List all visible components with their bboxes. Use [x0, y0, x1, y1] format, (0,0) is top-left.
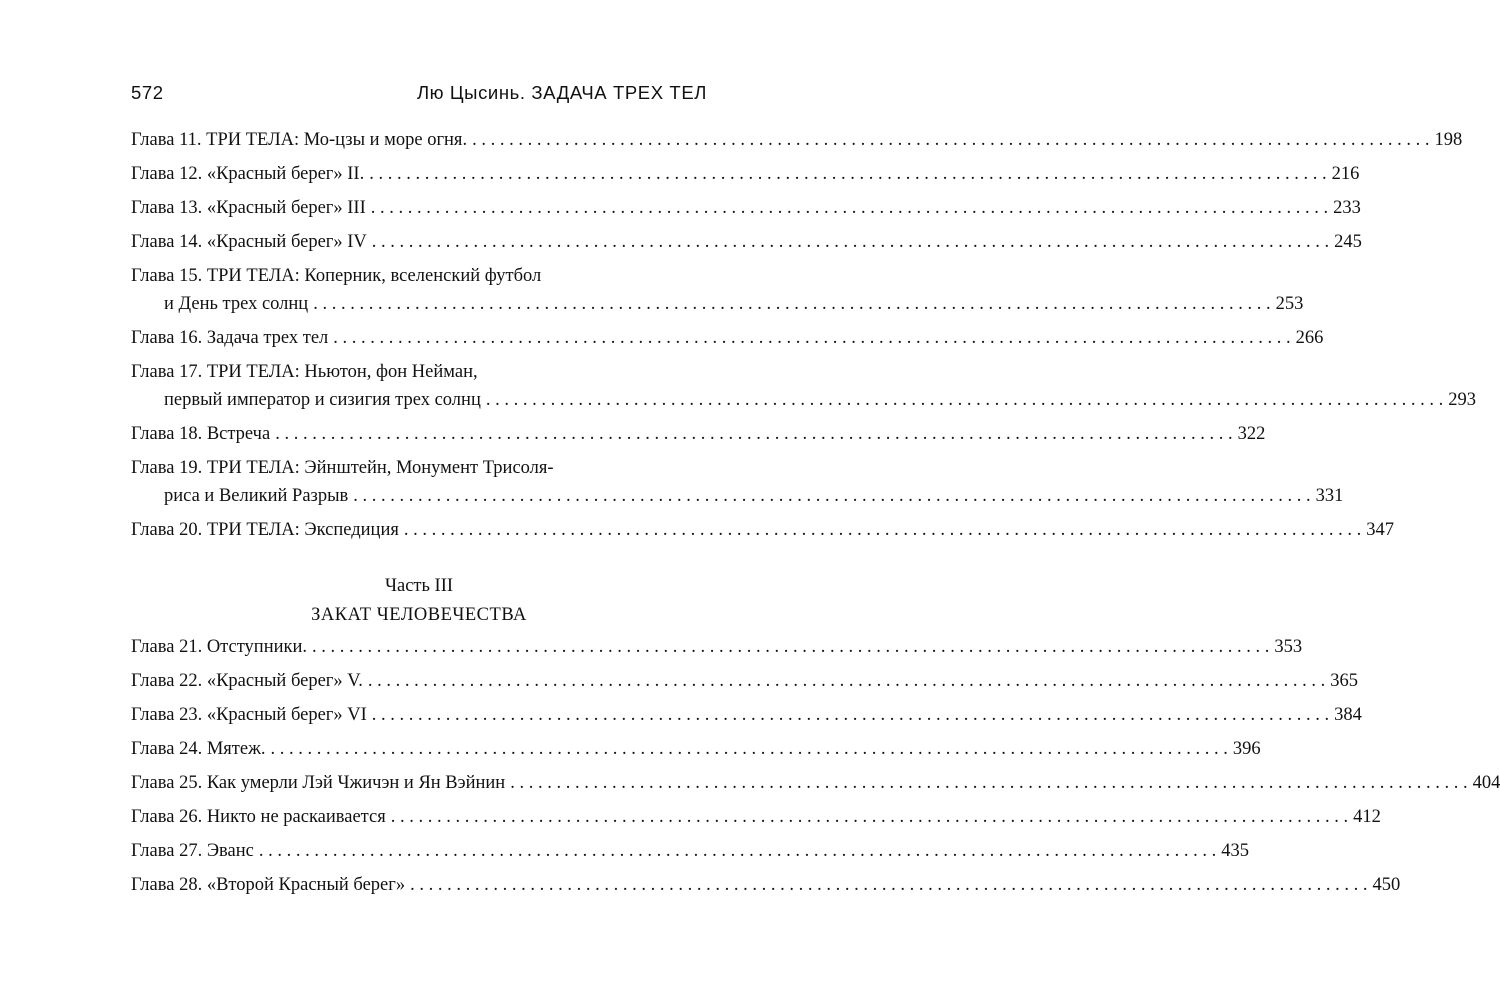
part-title: ЗАКАТ ЧЕЛОВЕЧЕСТВА: [311, 605, 527, 625]
dot-leader: [369, 160, 1326, 188]
dot-leader: [510, 769, 1467, 797]
toc-entry-line: [131, 803, 1381, 831]
toc-page-number: 404: [1472, 773, 1500, 793]
dot-leader: [259, 837, 1216, 865]
toc-entry-line: [131, 194, 1361, 222]
toc-entry-line: [131, 871, 1401, 899]
toc-page-number: 412: [1353, 807, 1381, 827]
dot-leader: [271, 735, 1228, 763]
dot-leader: [486, 386, 1443, 414]
dot-leader: [353, 482, 1310, 510]
toc-entry: [131, 262, 1304, 318]
dot-leader: [368, 667, 1325, 695]
dot-leader: [312, 633, 1269, 661]
toc-entry-line: [131, 837, 1249, 865]
running-header: [131, 82, 707, 104]
dot-leader: [391, 803, 1348, 831]
toc-entry-title: Глава 11. ТРИ ТЕЛА: Мо-цзы и море огня.: [131, 130, 468, 150]
toc-entry-title: Глава 24. Мятеж.: [131, 739, 266, 759]
toc-entry: [131, 516, 1394, 544]
toc-entry: [131, 126, 1463, 154]
toc-page-number: 198: [1434, 130, 1463, 150]
toc-entry-title: Глава 17. ТРИ ТЕЛА: Ньютон, фон Нейман,: [131, 362, 478, 382]
toc-entry-line: [131, 667, 1358, 695]
dot-leader: [372, 228, 1329, 256]
toc-entry-title: Глава 27. Эванс: [131, 841, 254, 861]
toc-entry-title: риса и Великий Разрыв: [164, 486, 349, 506]
toc-page-number: 450: [1372, 875, 1401, 895]
toc-entry-title: Глава 13. «Красный берег» III: [131, 198, 366, 218]
toc-entry-line: [131, 633, 1303, 661]
toc-entry-title: Глава 19. ТРИ ТЕЛА: Эйнштейн, Монумент Трисоля-: [131, 458, 554, 478]
toc-entry: [131, 871, 1401, 899]
dot-leader: [472, 126, 1429, 154]
toc-entry-line: [131, 386, 1476, 414]
toc-page-number: 384: [1334, 705, 1362, 725]
toc-entry: [131, 420, 1266, 448]
toc-page-number: 322: [1237, 424, 1266, 444]
toc-page-number: 435: [1221, 841, 1249, 861]
dot-leader: [404, 516, 1361, 544]
toc-entry-line: [131, 735, 1261, 763]
toc-entry-title: Глава 25. Как умерли Лэй Чжичэн и Ян Вэйнин: [131, 773, 506, 793]
toc-page-number: 293: [1448, 390, 1476, 410]
toc-page-number: 396: [1232, 739, 1261, 759]
toc-entry-line: [131, 516, 1394, 544]
part-label: Часть III: [384, 576, 454, 596]
toc-entry-line: [131, 701, 1362, 729]
toc-entry-title: Глава 16. Задача трех тел: [131, 328, 329, 348]
toc-entry: [131, 701, 1362, 729]
part-heading: [131, 572, 707, 630]
toc-entry: [131, 194, 1361, 222]
toc-part-3: [131, 633, 1500, 905]
dot-leader: [372, 701, 1329, 729]
toc-entry: [131, 667, 1358, 695]
toc-entry: [131, 803, 1381, 831]
toc-entry: [131, 454, 1344, 510]
toc-entry-title: Глава 26. Никто не раскаивается: [131, 807, 386, 827]
toc-entry-line: [131, 324, 1324, 352]
dot-leader: [333, 324, 1290, 352]
toc-entry-title: Глава 20. ТРИ ТЕЛА: Экспедиция: [131, 520, 399, 540]
toc-entry: [131, 160, 1360, 188]
toc-entry-line: [131, 482, 1344, 510]
toc-page-number: 353: [1274, 637, 1303, 657]
toc-entry-title: Глава 21. Отступники.: [131, 637, 308, 657]
toc-part-2-tail: [131, 126, 1476, 550]
dot-leader: [313, 290, 1270, 318]
toc-entry-title: Глава 14. «Красный берег» IV: [131, 232, 367, 252]
toc-page-number: 245: [1334, 232, 1362, 252]
toc-entry-title: Глава 22. «Красный берег» V.: [131, 671, 363, 691]
toc-entry-title: первый император и сизигия трех солнц: [164, 390, 481, 410]
toc-page-number: 331: [1315, 486, 1344, 506]
toc-entry: [131, 358, 1476, 414]
toc-page-number: 365: [1330, 671, 1358, 691]
toc-entry-title: Глава 15. ТРИ ТЕЛА: Коперник, вселенский футбол: [131, 266, 542, 286]
toc-entry-title: Глава 18. Встреча: [131, 424, 271, 444]
toc-entry-line: [131, 126, 1463, 154]
toc-entry-title: Глава 28. «Второй Красный берег»: [131, 875, 406, 895]
toc-page-number: 253: [1275, 294, 1304, 314]
toc-entry-line: [131, 420, 1266, 448]
running-title: Лю Цысинь. ЗАДАЧА ТРЕХ ТЕЛ: [416, 82, 707, 103]
toc-page-number: 233: [1333, 198, 1361, 218]
toc-entry-line: [131, 160, 1360, 188]
toc-entry-line: [131, 769, 1500, 797]
dot-leader: [410, 871, 1367, 899]
toc-entry-title: Глава 23. «Красный берег» VI: [131, 705, 367, 725]
dot-leader: [275, 420, 1232, 448]
toc-entry: [131, 324, 1324, 352]
toc-page-number: 347: [1366, 520, 1394, 540]
page-number: 572: [131, 82, 164, 103]
toc-entry: [131, 837, 1249, 865]
toc-entry-title: Глава 12. «Красный берег» II.: [131, 164, 365, 184]
toc-page-number: 266: [1295, 328, 1324, 348]
toc-page-number: 216: [1331, 164, 1360, 184]
toc-entry-line: [131, 228, 1362, 256]
dot-leader: [371, 194, 1328, 222]
toc-entry-line: [131, 290, 1304, 318]
toc-entry: [131, 633, 1303, 661]
toc-entry: [131, 228, 1362, 256]
toc-entry: [131, 735, 1261, 763]
toc-entry-title: и День трех солнц: [164, 294, 309, 314]
toc-entry: [131, 769, 1500, 797]
